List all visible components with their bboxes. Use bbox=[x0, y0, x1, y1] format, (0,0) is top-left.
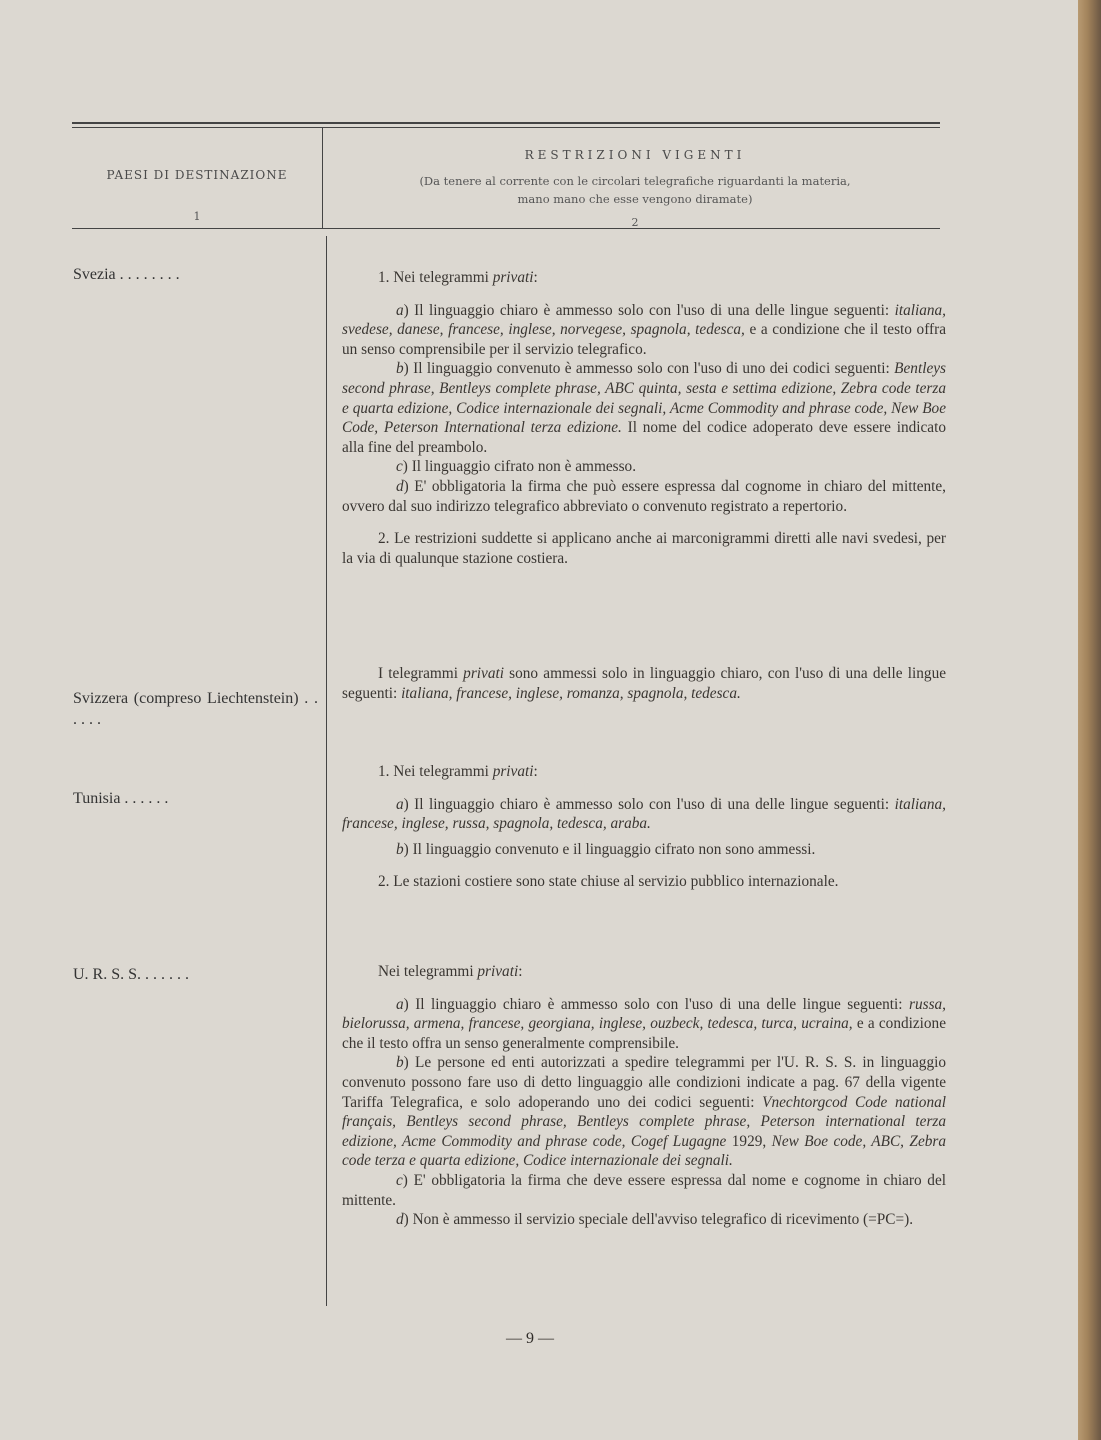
svezia-point-2: 2. Le restrizioni suddette si applicano anche ai marconigrammi diretti alle navi svedesi, per la via di qualunque stazione costiera. bbox=[342, 530, 946, 567]
urss-clause-b: b) Le persone ed enti autorizzati a spedire telegrammi per l'U. R. S. S. in linguaggio convenuto possono fare uso di detto linguaggio alle condizioni indicate a pag. 67 della vigente Tariffa Telegrafica, e solo adoperando uno dei codici seguenti: Vnechtorgcod Code national français, Bentleys second phrase, Bentleys complete phrase, Peterson international terza edizione, Acme Commodity and phrase code, Cogef Lugagne 1929, New Boe code, ABC, Zebra code terza e quarta edizione, Codice internazionale dei segnali. bbox=[342, 1054, 947, 1170]
tunisia-point-1: 1. Nei telegrammi privati: bbox=[378, 763, 538, 780]
entry-urss bbox=[342, 962, 946, 1230]
book-page-edge bbox=[1078, 0, 1101, 1440]
entry-tunisia bbox=[342, 762, 946, 892]
svezia-clause-d: d) E' obbligatoria la firma che può essere espressa dal cognome in chiaro del mittente, ovvero dal suo indirizzo telegrafico abbreviato o convenuto registrato a repertorio. bbox=[342, 477, 946, 515]
svezia-point-1: 1. Nei telegrammi privati: bbox=[378, 269, 538, 286]
column-2-subtitle-line2: mano mano che esse vengono diramate) bbox=[517, 192, 753, 206]
tunisia-point-2: 2. Le stazioni costiere sono state chiuse al servizio pubblico internazionale. bbox=[378, 873, 839, 891]
svezia-clause-c: c) Il linguaggio cifrato non è ammesso. bbox=[396, 458, 637, 476]
urss-clause-c: c) E' obbligatoria la firma che deve essere espressa dal nome e cognome in chiaro del mittente. bbox=[342, 1171, 946, 1209]
header-top-rule-thin bbox=[72, 127, 940, 128]
column-2-subtitle-line1: (Da tenere al corrente con le circolari telegrafiche riguardanti la materia, bbox=[419, 174, 851, 188]
svezia-clause-b: b) Il linguaggio convenuto è ammesso solo con l'uso di uno dei codici seguenti: Bentleys second phrase, Bentleys complete phrase, ABC quinta, sesta e settima edizione, Zebra code terza e quarta edizione, Codice internazionale dei segnali, Acme Commodity and phrase code, New Boe Code, Peterson International terza edizione. Il nome del codice adoperato deve essere indicato alla fine del preambolo. bbox=[342, 360, 946, 456]
country-svezia: Svezia . . . . . . . . bbox=[73, 266, 180, 283]
column-2-title: RESTRIZIONI VIGENTI bbox=[524, 148, 746, 162]
svizzera-text: I telegrammi privati sono ammessi solo in linguaggio chiaro, con l'uso di una delle lingue seguenti: italiana, francese, inglese, romanza, spagnola, tedesca. bbox=[342, 665, 947, 702]
urss-intro: Nei telegrammi privati: bbox=[378, 963, 523, 980]
svezia-clause-a: a) Il linguaggio chiaro è ammesso solo con l'uso di una delle lingue seguenti: italiana, svedese, danese, francese, inglese, norvegese, spagnola, tedesca, e a condizione che il testo offra un senso comprensibile per il servizio telegrafico. bbox=[342, 301, 946, 358]
header-top-rule-thick bbox=[72, 122, 940, 124]
column-2-number: 2 bbox=[631, 216, 639, 229]
urss-clause-d: d) Non è ammesso il servizio speciale dell'avviso telegrafico di ricevimento (=PC=). bbox=[396, 1211, 914, 1229]
page-number: — 9 — bbox=[506, 1330, 554, 1347]
country-svizzera: Svizzera (compreso Liechtenstein) . . . . . . bbox=[73, 690, 318, 728]
tunisia-clause-a: a) Il linguaggio chiaro è ammesso solo con l'uso di una delle lingue seguenti: italiana, francese, inglese, russa, spagnola, tedesca, araba. bbox=[342, 795, 946, 833]
column-1-number: 1 bbox=[193, 210, 201, 223]
entry-svizzera bbox=[342, 664, 946, 703]
entry-svezia bbox=[342, 268, 946, 568]
column-divider-body bbox=[326, 236, 327, 1306]
country-tunisia: Tunisia . . . . . . bbox=[73, 790, 169, 807]
urss-clause-a: a) Il linguaggio chiaro è ammesso solo con l'uso di una delle lingue seguenti: russa, bielorussa, armena, francese, georgiana, inglese, ouzbeck, tedesca, turca, ucraina, e a condizione che il testo offra un senso generalmente comprensibile. bbox=[342, 995, 946, 1052]
column-1-title: PAESI DI DESTINAZIONE bbox=[106, 168, 288, 182]
country-urss: U. R. S. S. . . . . . . bbox=[73, 966, 190, 983]
tunisia-clause-b: b) Il linguaggio convenuto e il linguaggio cifrato non sono ammessi. bbox=[396, 840, 816, 858]
column-divider-header bbox=[322, 128, 323, 228]
